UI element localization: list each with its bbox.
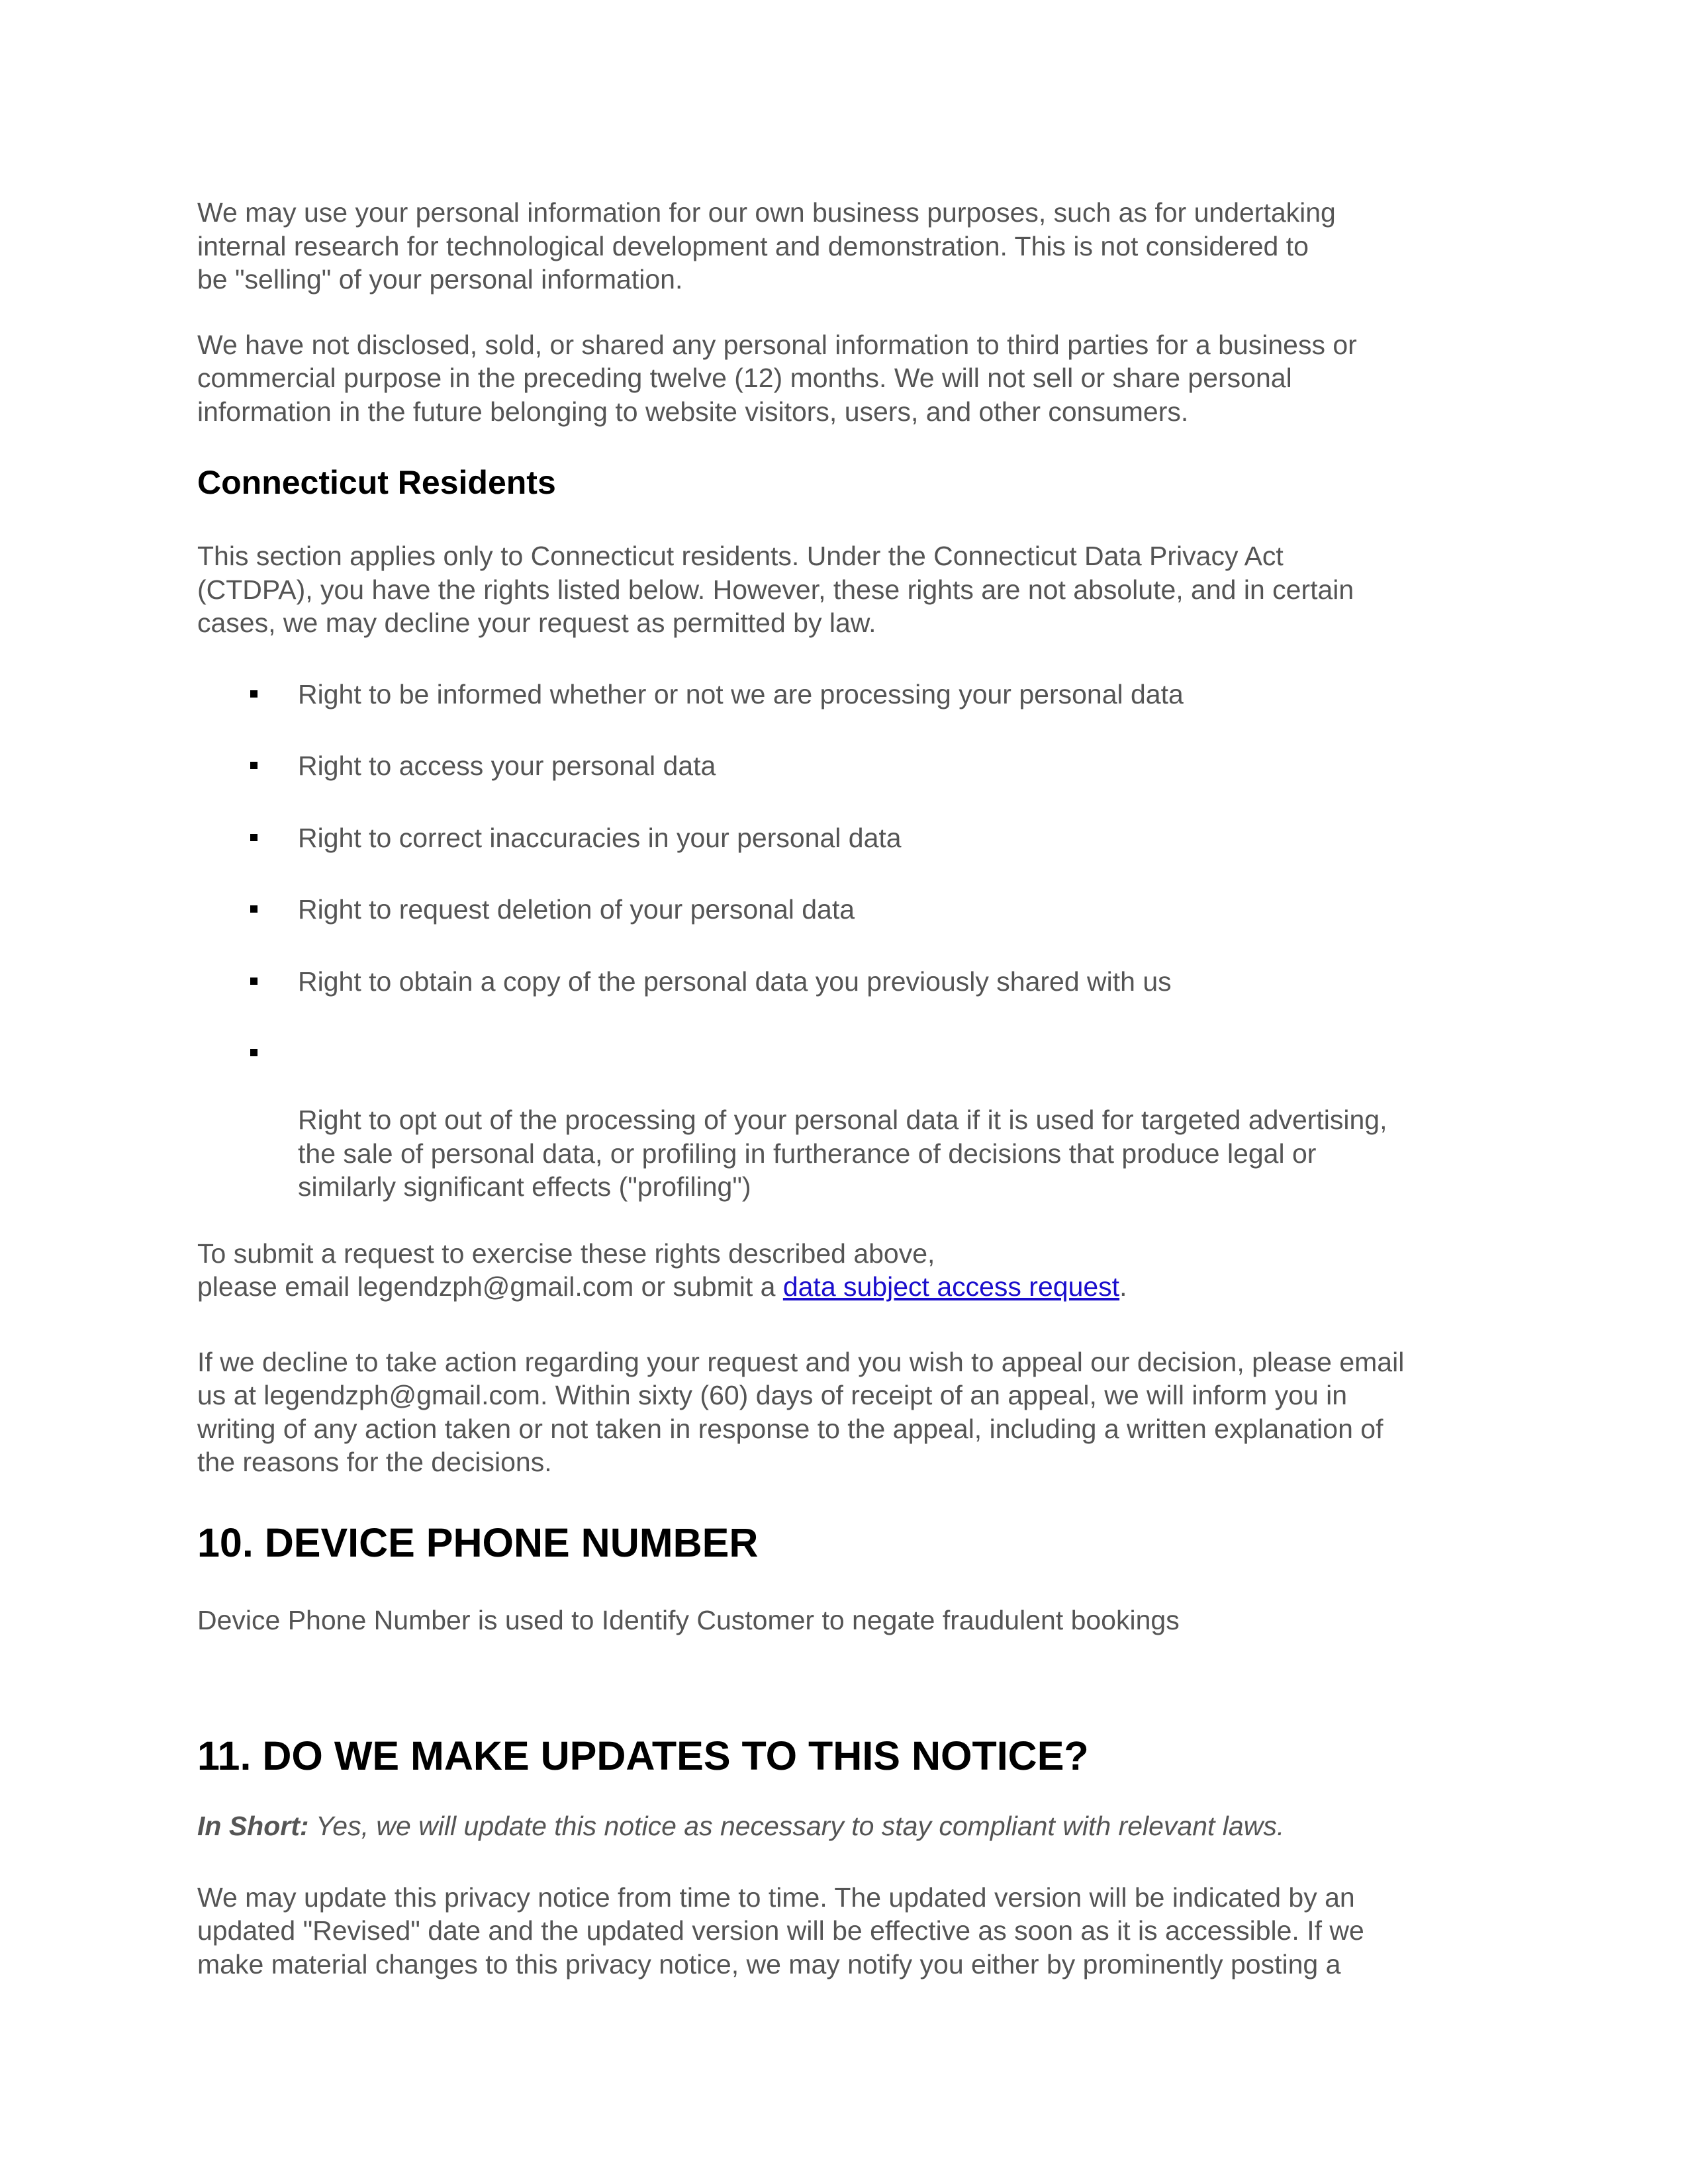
right-text: Right to correct inaccuracies in your personal data xyxy=(298,822,902,853)
square-bullet-icon xyxy=(250,762,258,769)
right-text: Right to opt out of the processing of your personal data if it is used for targeted advertising, the sale of personal data, or profiling in furtherance of decisions that produce legal or similarly significant effects ("profiling") xyxy=(298,1105,1387,1202)
in-short-summary xyxy=(197,1809,1495,1843)
submit-line-2: please email legendzph@gmail.com or submit a xyxy=(197,1271,783,1302)
intro-paragraph-1: We may use your personal information for our own business purposes, such as for undertaking internal research for technological development and demonstration. This is not considered to be "selling" of your personal information. xyxy=(197,197,1336,295)
list-item xyxy=(197,749,1495,783)
submit-request-paragraph xyxy=(197,1237,1495,1304)
right-text: Right to obtain a copy of the personal data you previously shared with us xyxy=(298,966,1172,997)
square-bullet-icon xyxy=(250,1049,258,1056)
intro-paragraph-2: We have not disclosed, sold, or shared any personal information to third parties for a business or commercial purpose in the preceding twelve (12) months. We will not sell or share personal information in the future belonging to website visitors, users, and other consumers. xyxy=(197,329,1357,427)
submit-suffix: . xyxy=(1119,1271,1127,1302)
right-text: Right to be informed whether or not we are processing your personal data xyxy=(298,678,1184,709)
rights-list xyxy=(197,678,1495,1204)
list-item xyxy=(197,893,1495,927)
list-item xyxy=(197,821,1495,855)
square-bullet-icon xyxy=(250,978,258,985)
section-10-text: Device Phone Number is used to Identify Customer to negate fraudulent bookings xyxy=(197,1604,1180,1635)
section-11-body: We may update this privacy notice from time to time. The updated version will be indicated by an updated "Revised" date and the updated version will be effective as soon as it is accessible. If we make material changes to this privacy notice, we may notify you either by prominently posting a xyxy=(197,1882,1364,1979)
list-item xyxy=(197,965,1495,999)
in-short-label: In Short: xyxy=(197,1811,309,1841)
list-item xyxy=(197,678,1495,711)
square-bullet-icon xyxy=(250,690,258,698)
square-bullet-icon xyxy=(250,905,258,913)
connecticut-heading: Connecticut Residents xyxy=(197,464,556,501)
list-item xyxy=(197,1036,1495,1204)
in-short-text: Yes, we will update this notice as necessary to stay compliant with relevant laws. xyxy=(308,1811,1285,1841)
square-bullet-icon xyxy=(250,834,258,841)
right-text: Right to access your personal data xyxy=(298,751,716,781)
section-10-heading: 10. DEVICE PHONE NUMBER xyxy=(197,1520,759,1565)
right-text: Right to request deletion of your personal data xyxy=(298,894,855,925)
document-page xyxy=(197,196,1495,1981)
appeal-paragraph: If we decline to take action regarding your request and you wish to appeal our decision, please email us at legendzph@gmail.com. Within sixty (60) days of receipt of an appeal, we will inform you in writing of any action taken or not taken in response to the appeal, including a written explanation of the reasons for the decisions. xyxy=(197,1346,1405,1477)
submit-line-1: To submit a request to exercise these rights described above, xyxy=(197,1238,935,1269)
data-subject-access-request-link[interactable]: data subject access request xyxy=(782,1271,1120,1302)
section-11-heading: 11. DO WE MAKE UPDATES TO THIS NOTICE? xyxy=(197,1733,1089,1778)
connecticut-intro: This section applies only to Connecticut residents. Under the Connecticut Data Privacy Act (CTDPA), you have the rights listed below. However, these rights are not absolute, and in certain cases, we may decline your request as permitted by law. xyxy=(197,541,1354,638)
